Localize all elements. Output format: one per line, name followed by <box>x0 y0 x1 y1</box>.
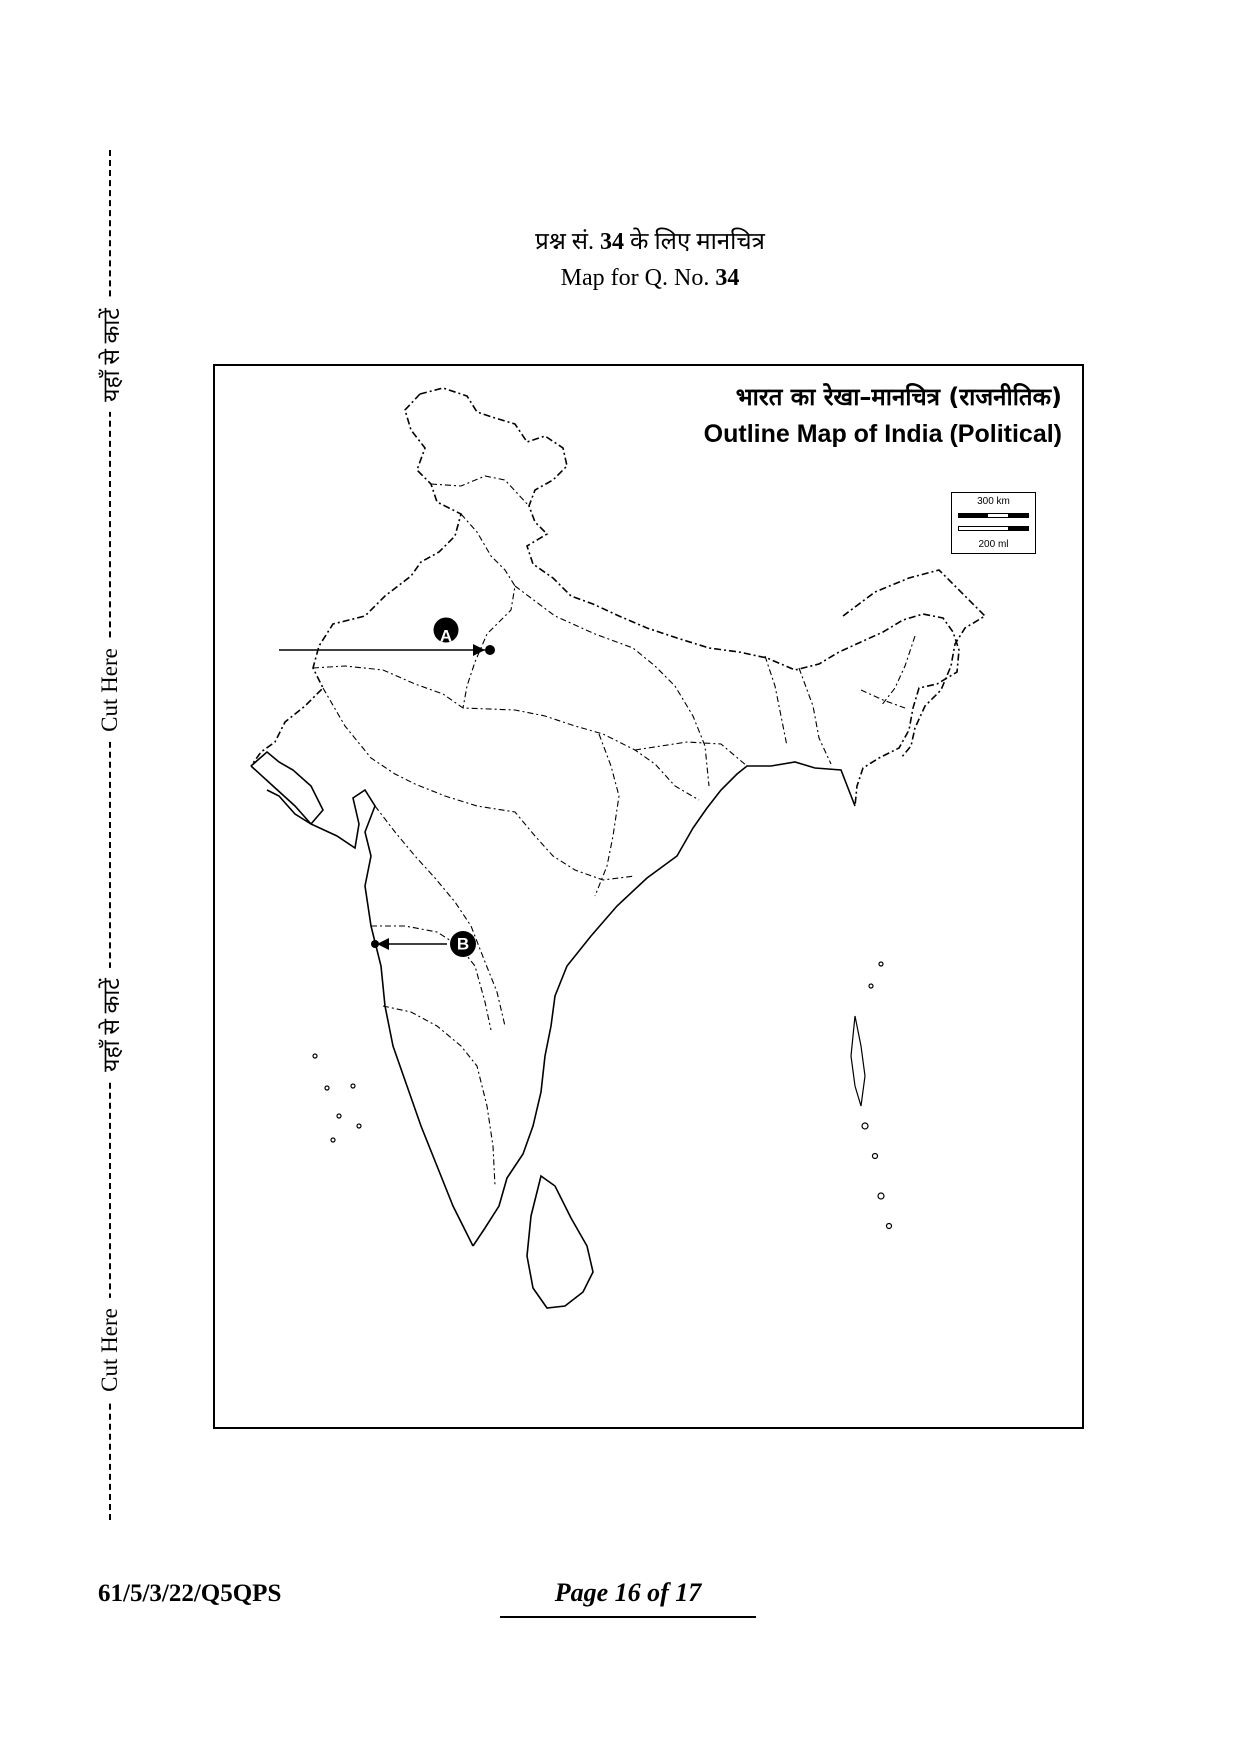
cut-label-hindi-1: यहाँ से काटें <box>94 298 126 412</box>
map-heading <box>440 224 860 296</box>
marker-a-arrowhead <box>473 644 485 656</box>
india-west-coast <box>251 766 473 1246</box>
heading-hindi-suffix: के लिए मानचित्र <box>630 229 765 255</box>
gujarat-coast <box>251 752 323 824</box>
cut-label-english-2: Cut Here <box>97 1298 123 1402</box>
map-frame <box>213 364 1084 1429</box>
cut-here-strip <box>88 150 132 1520</box>
islands <box>313 962 892 1229</box>
india-east-coast <box>473 762 855 1246</box>
heading-english <box>440 260 860 296</box>
northeast-boundary <box>843 570 985 758</box>
paper-code: 61/5/3/22/Q5QPS <box>98 1580 282 1607</box>
marker-b-label: B <box>456 934 470 954</box>
marker-a-label: A <box>439 626 453 646</box>
map-title-hindi: भारत का रेखा–मानचित्र (राजनीतिक) <box>735 383 1062 411</box>
heading-question-number-en: 34 <box>715 265 740 291</box>
cut-label-hindi-2: यहाँ से काटें <box>94 968 126 1082</box>
heading-hindi-prefix: प्रश्न सं. <box>535 229 595 255</box>
scale-ml-bar <box>958 526 1029 531</box>
state-boundaries <box>313 476 915 1186</box>
heading-question-number-hi: 34 <box>600 229 625 255</box>
india-boundary <box>420 388 959 806</box>
map-title-english: Outline Map of India (Political) <box>703 420 1062 448</box>
heading-english-prefix: Map for Q. No. <box>560 265 710 291</box>
marker-a-point <box>485 645 495 655</box>
marker-b <box>371 931 476 957</box>
marker-a <box>279 617 495 656</box>
scale-ml-label: 200 ml <box>978 539 1009 550</box>
marker-b-point <box>371 940 379 948</box>
scale-km-label: 300 km <box>977 496 1010 507</box>
scale-km-bar <box>958 513 1029 518</box>
page-number: Page 16 of 17 <box>500 1578 756 1618</box>
sri-lanka-outline <box>527 1176 593 1308</box>
heading-hindi <box>440 224 860 260</box>
map-scale <box>951 492 1036 554</box>
india-western-boundary <box>251 394 461 766</box>
cut-label-english-1: Cut Here <box>97 638 123 742</box>
